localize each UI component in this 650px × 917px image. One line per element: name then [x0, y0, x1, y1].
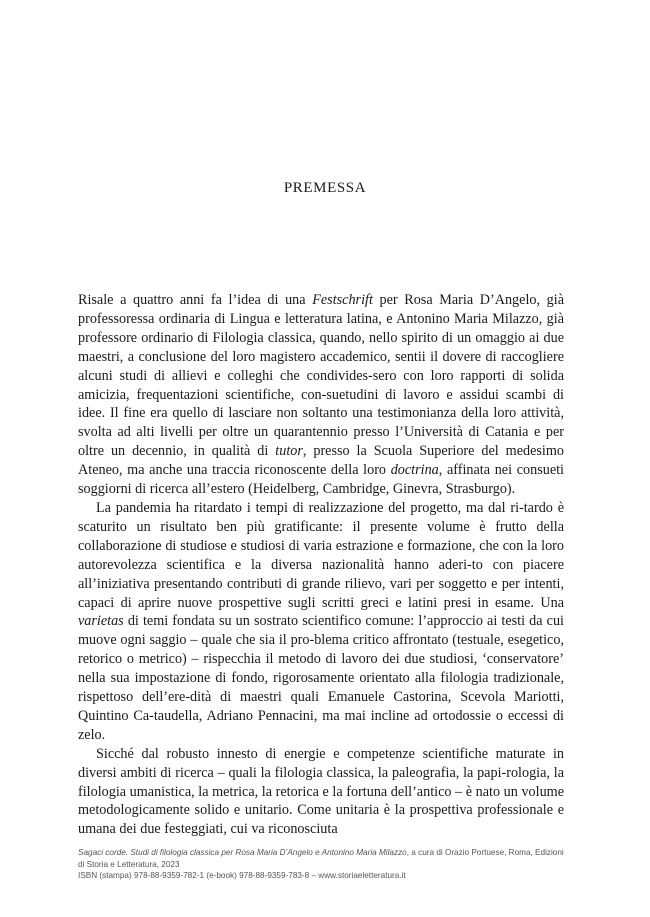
text-run: La pandemia ha ritardato i tempi di realizzazione del progetto, ma dal ri-tardo è scaturito un risultato ben più gratificante: il presente volume è frutto della collaborazione di studiose e studiosi di varia estrazione e formazione, che con la loro autorevolezza scientifica e la diversa nazionalità hanno aderi-to con piacere all’iniziativa presentando contributi di grande rilievo, vari per soggetto e per intenti, capaci di aprire nuove prospettive sugli scritti greci e latini presi in esame. Una — [78, 499, 564, 611]
text-run: , presso la Scuola Superiore del medesimo Ateneo, ma anche una traccia riconoscente della loro — [78, 443, 564, 479]
colophon-line — [78, 847, 568, 870]
edition-info: , a cura di Orazio Portuese, Roma, Edizioni di Storia e Letteratura, 2023 — [78, 848, 564, 869]
text-run: Risale a quattro anni fa l’idea di una — [78, 292, 313, 308]
colophon-footer — [78, 847, 568, 882]
body-text — [78, 291, 564, 839]
paragraph-1 — [78, 291, 564, 499]
text-run: , affinata nei consueti soggiorni di ricerca all’estero (Heidelberg, Cambridge, Ginevra, Strasburgo). — [78, 462, 564, 498]
book-title: Sagaci corde. Studi di filologia classica per Rosa Maria D’Angelo e Antonino Maria Milazzo — [78, 848, 407, 857]
italic-term: Festschrift — [312, 292, 373, 308]
italic-term: varietas — [78, 613, 124, 630]
page-title: PREMESSA — [283, 180, 367, 196]
text-run: di temi fondata su un sostrato scientifico comune: l’approccio ai testi da cui muove ogni saggio – quale che sia il pro-blema critico affrontato (testuale, esegetico, retorico o metrico) – rispecchia il metodo di lavoro dei due studiosi, ‘conservatore’ nella sua impostazione di fondo, rigorosamente orientato alla filologia tradizionale, rispettoso dell’ere-dità di maestri quali Emanuele Castorina, Scevola Mariotti, Quintino Ca-taudella, Adriano Pennacini, ma mai incline ad ortodossie o eccessi di zelo. — [78, 613, 564, 743]
isbn-line: ISBN (stampa) 978-88-9359-782-1 (e-book) 978-88-9359-783-8 – www.storiaeletteratura.it — [78, 871, 406, 880]
italic-term: doctrina — [390, 462, 439, 479]
text-run: Sicché dal robusto innesto di energie e competenze scientifiche maturate in diversi ambiti di ricerca – quali la filologia classica, la paleografia, la papi-rologia, la filologia umanistica, la metrica, la retorica e la fortuna dell’antico – è nato un volume metodologicamente solido e unitario. Come unitaria è la prospettiva professionale e umana dei due festeggiati, cui va riconosciuta — [78, 745, 564, 838]
text-run: per Rosa Maria D’Angelo, già professoressa ordinaria di Lingua e letteratura latina, e Antonino Maria Milazzo, già professore ordinario di Filologia classica, quando, nello spirito di un omaggio ai due maestri, a conclusione del loro magistero accademico, sentii il dovere di raccogliere alcuni studi di allievi e colleghi che condivides-sero con loro rapporti di solida amicizia, frequentazioni scientifiche, con-suetudini di lavoro e assidui scambi di idee. Il fine era quello di lasciare non soltanto una testimonianza della loro attività, svolta ad alti livelli per oltre un quarantennio presso l’Università di Catania e per oltre un decennio, in qualità di — [78, 292, 564, 460]
paragraph-2 — [78, 499, 564, 745]
italic-term: tutor — [275, 443, 303, 460]
paragraph-3 — [78, 745, 564, 840]
